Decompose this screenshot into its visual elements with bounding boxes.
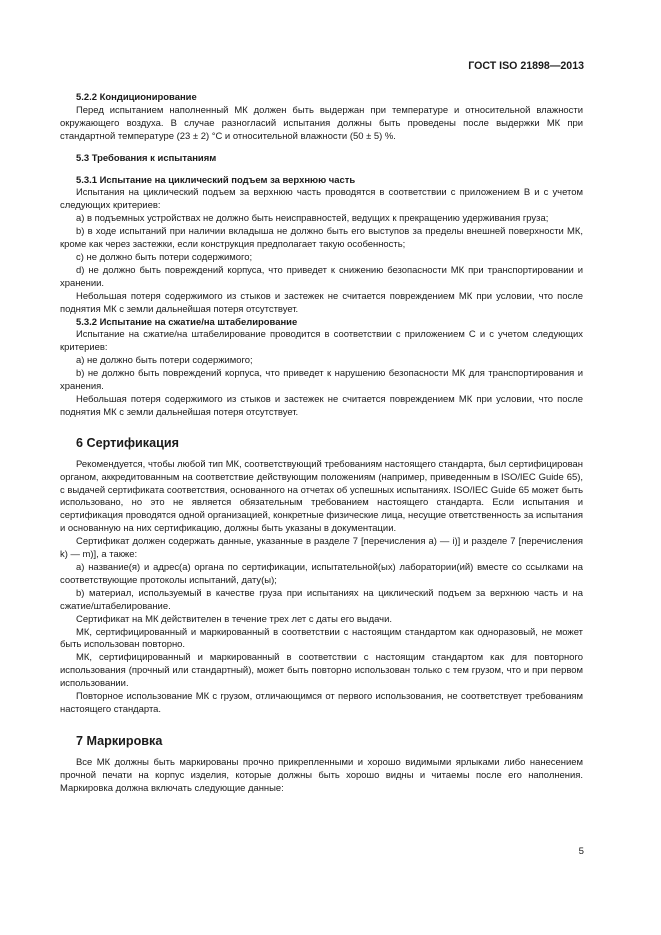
list-item: b) не должно быть повреждений корпуса, что приведет к нарушению безопасности МК для транспортирования и хранения. — [60, 368, 583, 393]
page-body — [60, 92, 583, 796]
paragraph: Небольшая потеря содержимого из стыков и застежек не считается повреждением МК при условии, что после поднятия МК с земли дальнейшая потеря отсутствует. — [60, 393, 583, 418]
paragraph: МК, сертифицированный и маркированный в соответствии с настоящим стандартом как для повторного использования (прочный или стандартный), может быть повторно использован только с тем грузом, что и при первом использовании. — [60, 652, 583, 690]
list-item: a) название(я) и адрес(а) органа по сертификации, испытательной(ых) лаборатории(ий) вместе со ссылками на соответствующие протоколы испытаний, дату(ы); — [60, 562, 583, 586]
list-item: b) материал, используемый в качестве груза при испытаниях на циклический подъем за верхнюю часть и на сжатие/штабелирование. — [60, 587, 583, 612]
section-5-3-1-title: 5.3.1 Испытание на циклический подъем за верхнюю часть — [76, 174, 356, 186]
paragraph: Все МК должны быть маркированы прочно прикрепленными и хорошо видимыми ярлыками либо нанесением прочной печати на корпус изделия, которые должны быть хорошо видны и читаемы после его наполнения. Маркировка должна включать следующие данные: — [60, 756, 583, 794]
section-5-3-2-title: 5.3.2 Испытание на сжатие/на штабелирование — [76, 316, 298, 328]
document-header: ГОСТ ISO 21898—2013 — [468, 60, 584, 72]
list-item: c) не должно быть потери содержимого; — [76, 251, 253, 263]
paragraph: Рекомендуется, чтобы любой тип МК, соответствующий требованиям настоящего стандарта, был сертифицирован органом, аккредитованным на соответствие действующим положениям (например, приведенным в ISO/IEC Guide 65), с выдачей сертификата соответствия, основанного на отчетах об успешных испытаниях. ISO/IEC Guide 65 может быть использовано, но это не является обязательным требованием настоящего стандарта. Если испытания и сертификация проводятся одной организацией, конкретные физические лица, несущие ответственность за испытания и основанную на них сертификацию, должны быть указаны в документации. — [60, 458, 583, 535]
paragraph: Повторное использование МК с грузом, отличающимся от первого использования, не соответствует требованиям настоящего стандарта. — [60, 691, 583, 715]
paragraph: Испытания на циклический подъем за верхнюю часть проводятся в соответствии с приложением В и с учетом следующих критериев: — [60, 187, 583, 212]
paragraph: Небольшая потеря содержимого из стыков и застежек не считается повреждением МК при условии, что после поднятия МК с земли дальнейшая потеря отсутствует. — [60, 290, 583, 315]
list-item: b) в ходе испытаний при наличии вкладыша не должно быть его выступов за пределы внешней поверхности МК, кроме как через застежки, если конструкция предполагает такую особенность; — [60, 226, 583, 251]
section-5-2-2-title: 5.2.2 Кондиционирование — [76, 92, 197, 103]
list-item: a) не должно быть потери содержимого; — [76, 355, 253, 367]
page-number: 5 — [578, 846, 584, 857]
section-7-title: 7 Маркировка — [76, 733, 163, 748]
paragraph: Перед испытанием наполненный МК должен быть выдержан при температуре и относительной влажности окружающего воздуха. В случае разногласий испытания должны быть проведены после выдержки МК при стандартной температуре (23 ± 2) °С и относительной влажности (50 ± 5) %. — [60, 104, 583, 142]
section-6-title: 6 Сертификация — [76, 435, 179, 450]
section-5-3-title: 5.3 Требования к испытаниям — [76, 152, 217, 164]
list-item: d) не должно быть повреждений корпуса, что приведет к снижению безопасности МК при транспортировании и хранении. — [60, 264, 583, 289]
list-item: a) в подъемных устройствах не должно быть неисправностей, ведущих к прекращению удерживания груза; — [76, 213, 549, 225]
paragraph: МК, сертифицированный и маркированный в соответствии с настоящим стандартом как одноразовый, не может быть использован повторно. — [60, 626, 583, 651]
paragraph: Сертификат на МК действителен в течение трех лет с даты его выдачи. — [76, 613, 392, 625]
paragraph: Испытание на сжатие/на штабелирование проводится в соответствии с приложением С и с учетом следующих критериев: — [60, 329, 583, 354]
paragraph: Сертификат должен содержать данные, указанные в разделе 7 [перечисления а) — i)] и разделе 7 [перечисления k) — m)], а также: — [60, 536, 583, 561]
